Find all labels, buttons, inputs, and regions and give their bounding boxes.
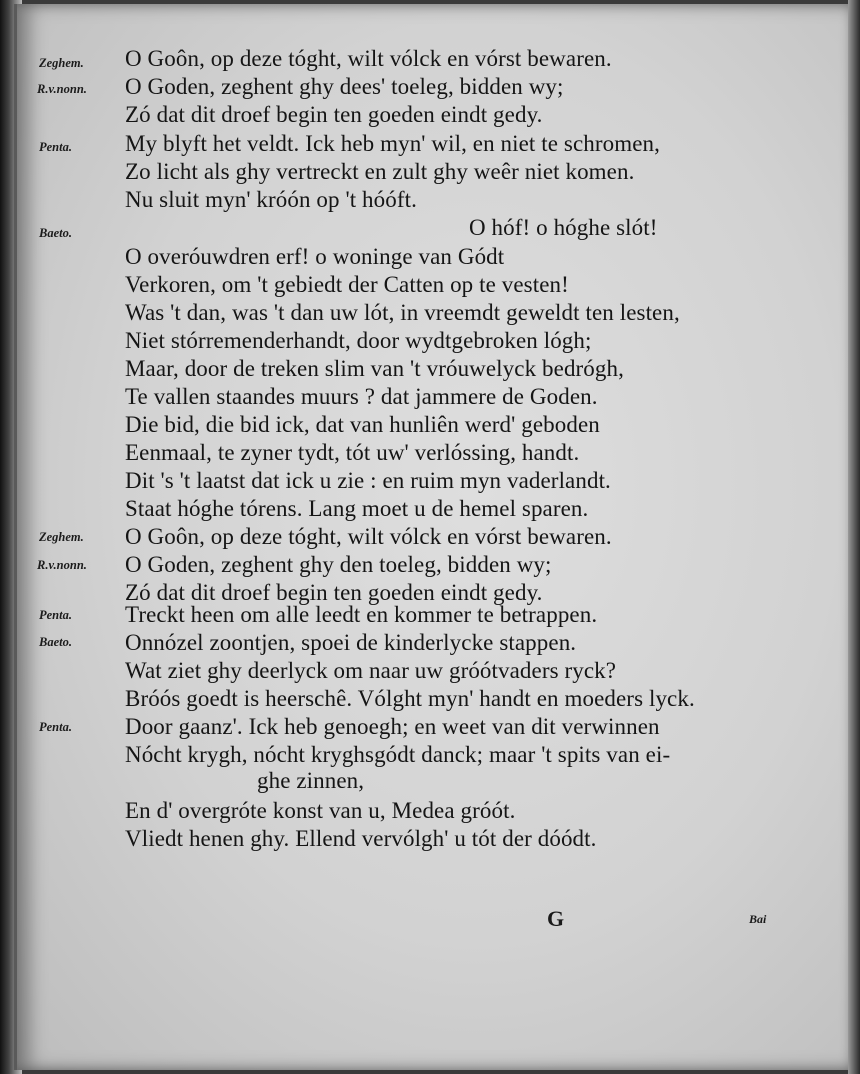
verse-line: O Goden, zeghent ghy dees' toeleg, bidden wy; (125, 74, 564, 99)
verse-line: Vliedt henen ghy. Ellend vervólgh' u tót der dóódt. (125, 826, 597, 851)
verse-line: Zo licht als ghy vertreckt en zult ghy weêr niet komen. (125, 159, 635, 184)
verse-line: Nócht krygh, nócht kryghsgódt danck; maar 't spits van ei- (125, 742, 671, 767)
verse-line: Zó dat dit droef begin ten goeden eindt gedy. (125, 102, 543, 127)
signature-mark: G (547, 906, 565, 931)
speaker-label: R.v.nonn. (37, 558, 87, 572)
speaker-label: Baeto. (39, 635, 72, 649)
verse-line: Te vallen staandes muurs ? dat jammere de Goden. (125, 384, 598, 409)
verse-line: Onnózel zoontjen, spoei de kinderlycke stappen. (125, 630, 577, 655)
speaker-label: Penta. (39, 720, 72, 734)
verse-line: Treckt heen om alle leedt en kommer te betrappen. (125, 602, 598, 627)
verse-line: O Goôn, op deze tóght, wilt vólck en vórst bewaren. (125, 46, 612, 71)
verse-line: Wat ziet ghy deerlyck om naar uw gróótvaders ryck? (125, 658, 617, 683)
verse-line: O Goôn, op deze tóght, wilt vólck en vórst bewaren. (125, 524, 612, 549)
verse-line: My blyft het veldt. Ick heb myn' wil, en niet te schromen, (125, 131, 660, 156)
speaker-label: Zeghem. (39, 530, 84, 544)
verse-line: Eenmaal, te zyner tydt, tót uw' verlóssing, handt. (125, 440, 580, 465)
verse-line: ghe zinnen, (257, 768, 365, 793)
speaker-label: R.v.nonn. (37, 82, 87, 96)
verse-line: Zó dat dit droef begin ten goeden eindt gedy. (125, 580, 543, 605)
verse-line: O hóf! o hóghe slót! (469, 215, 658, 240)
verse-line: Bróós goedt is heerschê. Vólght myn' handt en moeders lyck. (125, 686, 695, 711)
catchword: Bai (749, 912, 767, 926)
verse-line: O overóuwdren erf! o woninge van Gódt (125, 244, 505, 269)
book-page (14, 4, 853, 1070)
verse-line: Was 't dan, was 't dan uw lót, in vreemdt geweldt ten lesten, (125, 300, 680, 325)
verse-line: O Goden, zeghent ghy den toeleg, bidden wy; (125, 552, 552, 577)
verse-line: Niet stórremenderhandt, door wydtgebroken lógh; (125, 328, 592, 353)
speaker-label: Baeto. (39, 226, 72, 240)
speaker-label: Zeghem. (39, 56, 84, 70)
verse-line: Verkoren, om 't gebiedt der Catten op te vesten! (125, 272, 569, 297)
verse-line: Nu sluit myn' króón op 't hóóft. (125, 187, 417, 212)
verse-line: Die bid, die bid ick, dat van hunliên werd' geboden (125, 412, 600, 437)
verse-line: Staat hóghe tórens. Lang moet u de hemel sparen. (125, 496, 589, 521)
verse-line: Maar, door de treken slim van 't vróuwelyck bedrógh, (125, 356, 624, 381)
verse-line: Door gaanz'. Ick heb genoegh; en weet van dit verwinnen (125, 714, 660, 739)
speaker-label: Penta. (39, 140, 72, 154)
verse-line: Dit 's 't laatst dat ick u zie : en ruim myn vaderlandt. (125, 468, 611, 493)
speaker-label: Penta. (39, 608, 72, 622)
right-page-edge (848, 0, 860, 1074)
verse-line: En d' overgróte konst van u, Medea gróót. (125, 798, 516, 823)
